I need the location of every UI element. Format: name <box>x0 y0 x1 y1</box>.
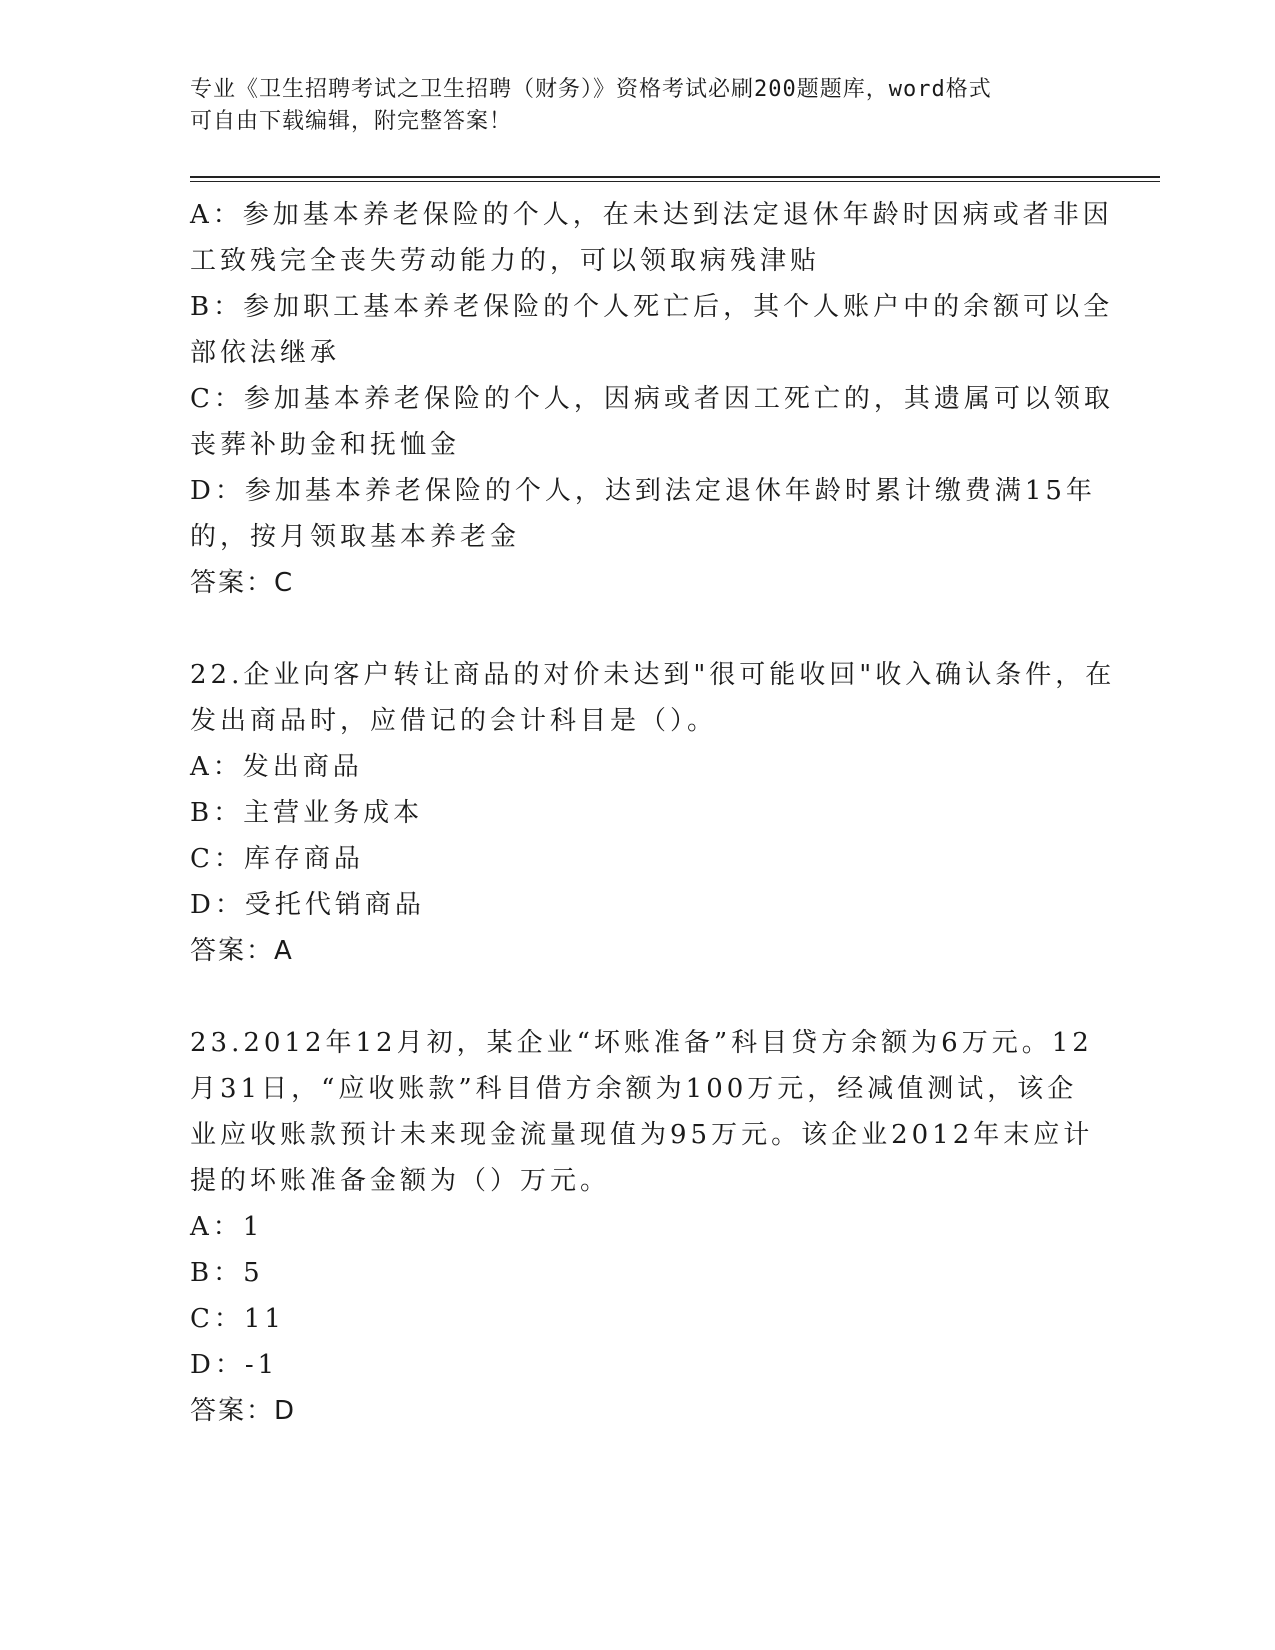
question-stem-line-3: 业应收账款预计未来现金流量现值为95万元。该企业2012年末应计 <box>190 1120 1094 1150</box>
option-a: A：发出商品 <box>190 752 363 782</box>
question-stem-line-2: 发出商品时，应借记的会计科目是（）。 <box>190 706 718 736</box>
spacer <box>190 606 1090 652</box>
document-header <box>190 74 1080 138</box>
option-d-line-2: 的，按月领取基本养老金 <box>190 522 521 552</box>
option-a-line-2: 工致残完全丧失劳动能力的，可以领取病残津贴 <box>190 246 821 276</box>
spacer <box>190 974 1090 1020</box>
option-d-line-1: D：参加基本养老保险的个人，达到法定退休年龄时累计缴费满15年 <box>190 476 1096 506</box>
option-a-line-1: A：参加基本养老保险的个人，在未达到法定退休年龄时因病或者非因 <box>190 200 1113 230</box>
header-line-1: 专业《卫生招聘考试之卫生招聘（财务）》资格考试必刷200题题库，word格式 <box>190 77 992 102</box>
answer: 答案：C <box>190 568 295 598</box>
option-b-line-1: B：参加职工基本养老保险的个人死亡后，其个人账户中的余额可以全 <box>190 292 1114 322</box>
option-d: D：受托代销商品 <box>190 890 425 920</box>
question-21 <box>190 192 1114 606</box>
question-23 <box>190 1020 1094 1434</box>
header-divider <box>190 176 1160 182</box>
option-c-line-2: 丧葬补助金和抚恤金 <box>190 430 461 460</box>
option-c: C：库存商品 <box>190 844 364 874</box>
header-line-2: 可自由下载编辑，附完整答案！ <box>190 109 513 134</box>
question-22 <box>190 652 1116 974</box>
question-stem-line-4: 提的坏账准备金额为（）万元。 <box>190 1166 611 1196</box>
option-b-line-2: 部依法继承 <box>190 338 341 368</box>
option-b: B：5 <box>190 1258 264 1288</box>
answer: 答案：A <box>190 936 294 966</box>
answer: 答案：D <box>190 1396 297 1426</box>
option-c: C：11 <box>190 1304 285 1334</box>
option-b: B：主营业务成本 <box>190 798 424 828</box>
option-a: A：1 <box>190 1212 264 1242</box>
question-stem-line-1: 23.2012年12月初，某企业“坏账准备”科目贷方余额为6万元。12 <box>190 1028 1093 1058</box>
option-d: D：-1 <box>190 1350 279 1380</box>
question-stem-line-2: 月31日，“应收账款”科目借方余额为100万元，经减值测试，该企 <box>190 1074 1078 1104</box>
option-c-line-1: C：参加基本养老保险的个人，因病或者因工死亡的，其遗属可以领取 <box>190 384 1114 414</box>
question-stem-line-1: 22.企业向客户转让商品的对价未达到"很可能收回"收入确认条件，在 <box>190 660 1116 690</box>
question-content <box>190 192 1116 1434</box>
